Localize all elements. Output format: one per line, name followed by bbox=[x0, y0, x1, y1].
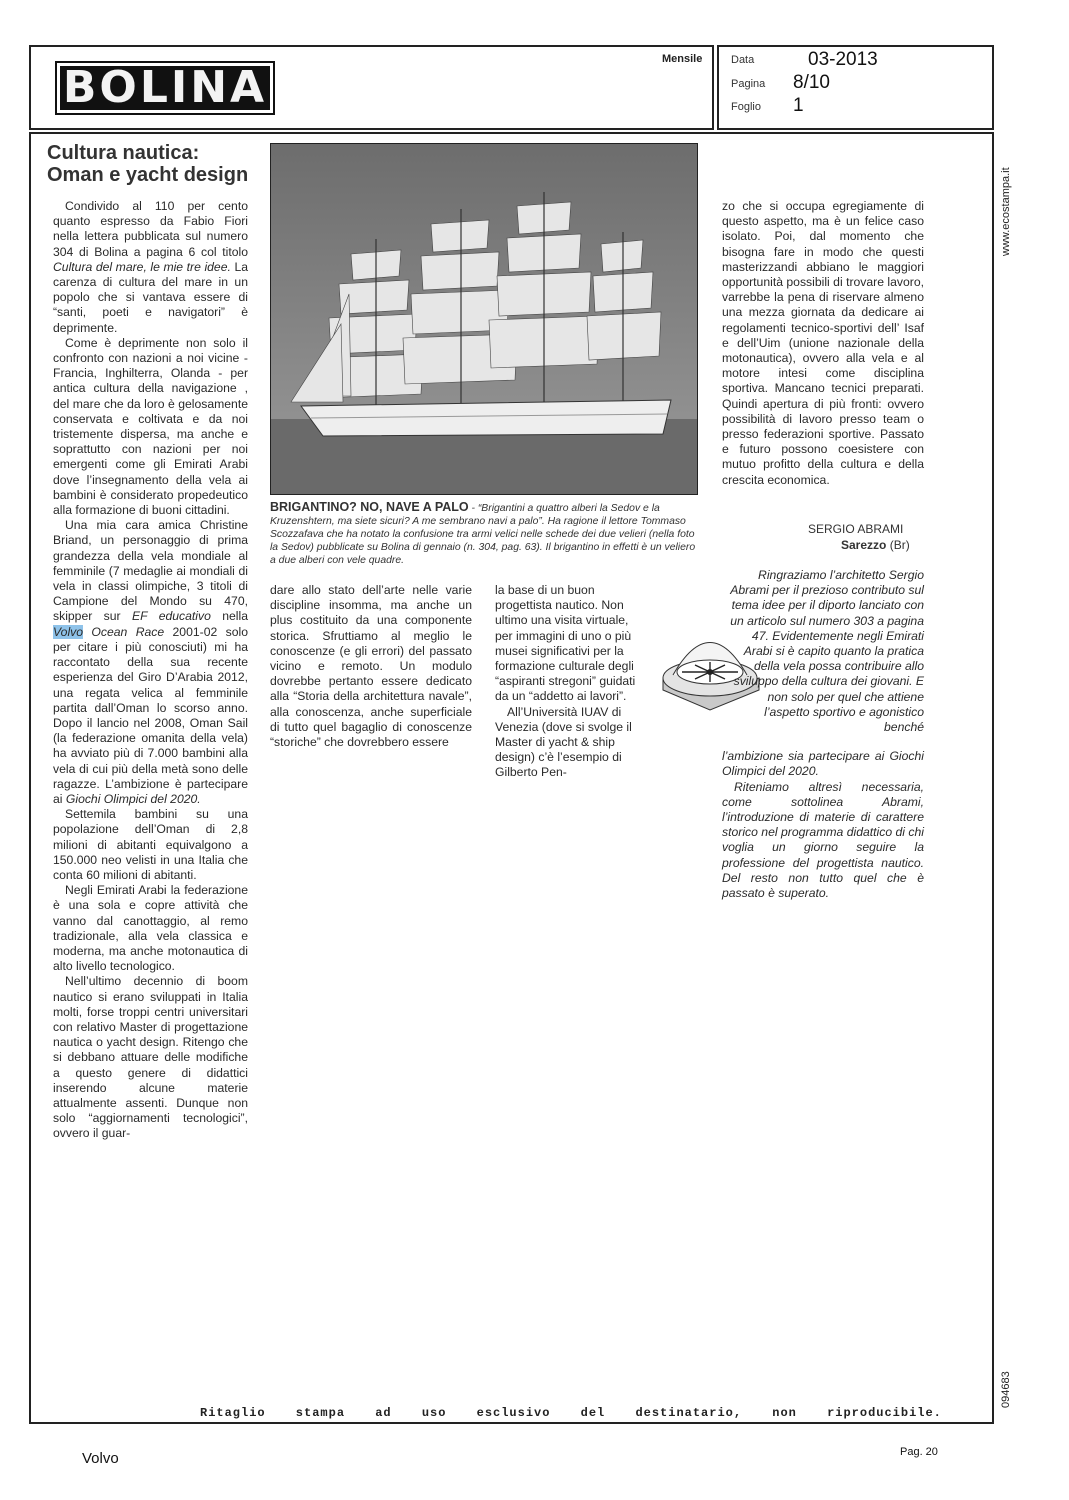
website-vertical: www.ecostampa.it bbox=[1000, 167, 1012, 256]
bolina-logo bbox=[55, 61, 275, 115]
meta-date-value: 03-2013 bbox=[808, 49, 878, 70]
photo-caption bbox=[270, 501, 700, 567]
col1-p3-ef: EF educativo bbox=[131, 609, 211, 624]
signature-city: Sarezzo bbox=[841, 538, 887, 552]
meta-sheet-value: 1 bbox=[793, 95, 804, 116]
keyword-label: Volvo bbox=[82, 1450, 119, 1467]
col3-text-a: la base di un buon progettista nautico. Non ultimo una visita virtuale, per immagini di uno o più musei significativi per la formazione culturale degli “aspiranti stregoni” guidati da un “addetto ai lavori”. bbox=[495, 583, 636, 704]
meta-date-label: Data bbox=[731, 54, 755, 66]
col3-text-b: All’Università IUAV di Venezia (dove si svolge il Master di yacht & ship design) c’è l’esempio di Gilberto Pen- bbox=[495, 704, 632, 780]
col1-paragraph-5: Negli Emirati Arabi la federazione è una sola e copre attività che vanno dal canottaggio, al remo tradizionale, alla vela classica e moderna, ma anche motonautica di alto livello tecnologico. bbox=[53, 883, 248, 974]
col1-p1-title: Cultura del mare, le mie tre idee. bbox=[53, 259, 231, 274]
col1-p1-text: Condivido al 110 per cento quanto espresso da Fabio Fiori nella lettera pubblicata sul numero 304 di Bolina a pagina 6 col titolo bbox=[53, 199, 248, 259]
reply-paragraph-1 bbox=[722, 568, 924, 735]
signature-location bbox=[841, 538, 910, 552]
article-headline bbox=[47, 142, 267, 186]
col1-p3-a: Una mia cara amica Christine Briand, un personaggio di prima grandezza della vela mondiale al femminile (7 medaglie ai mondiali di vela in classi olimpiche, 3 titoli di Campione del Mondo su 470, skipper sur bbox=[53, 518, 248, 624]
reply-paragraph-3: Riteniamo altresì necessaria, come sottolinea Abrami, l’introduzione di materie di carattere storico nel programma didattico di chi voglia un giorno seguire la professione del progettista nautico. Del resto non tutto quel che è passato è superato. bbox=[722, 779, 924, 901]
ship-photo bbox=[270, 143, 698, 495]
ship-illustration bbox=[271, 144, 697, 494]
reply-1-text: Ringraziamo l’architetto Sergio Abrami per il prezioso contributo sul tema idee per il diporto lanciato con un articolo sul numero 303 a pagina 47. Evidentemente negli Emirati Arabi si è capito quanto la pratica della vela possa contribuire allo sviluppo della cultura dei giovani. E non solo per quel che attiene l’aspetto sportivo e agonistico benché bbox=[730, 568, 924, 735]
editor-reply bbox=[722, 568, 924, 901]
signature-name: SERGIO ABRAMI bbox=[808, 522, 904, 536]
col1-p3-b: nella bbox=[210, 609, 248, 624]
col2-text: dare allo stato dell’arte nelle varie discipline insomma, ma anche un plus costituito da una componente storica. Sfruttiamo al meglio le conoscenze (e gli errori) del passato vicino e remoto. Un modulo dovrebbe pertanto essere dedicato alla “Storia della architettura navale”, alla conoscenza, anche superficiale di tutto quel bagaglio di conoscenze “storiche” che dovrebbero essere bbox=[270, 583, 472, 750]
headline-line-2: Oman e yacht design bbox=[47, 164, 249, 186]
col1-paragraph-2: Come è deprimente non solo il confronto con nazioni a noi vicine - Francia, Inghilterra, Olanda - per antica cultura della navigazione , del mare che da loro è gelosamente conservata e coltivata e da noi tristemente dispersa, ma anche e soprattutto con nazioni per noi emergenti come gli Emirati Arabi dove l’insegnamento della vela ai bambini è considerato propedeutico alla formazione di buoni cittadini. bbox=[53, 335, 248, 518]
article-column-2 bbox=[270, 583, 472, 750]
col1-p1-rest: La carenza di cultura del mare in un popolo che si vantava essere di “santi, poeti e navigatori” è deprimente. bbox=[53, 259, 248, 335]
caption-body: - “Brigantini a quattro alberi la Sedov e la Kruzenshtern, ma siete sicuri? A me sembrano navi a palo”. Ha ragione il lettore Tommaso Scozzafava che ha notato la confusione tra armi velici nelle schede dei due velieri (nella foto la Sedov) pubblicate su Bolina di gennaio (n. 304, pag. 63). Il brigantino in effetti è un veliero a due alberi con vele quadre. bbox=[270, 503, 696, 566]
col1-paragraph-4: Settemila bambini su una popolazione dell’Oman di 2,8 milioni di abitanti equivalgono a 150.000 neo velisti in una Italia che conta 60 milioni di abitanti. bbox=[53, 807, 248, 882]
col1-p3-race: Ocean Race bbox=[83, 624, 165, 639]
logo-text: BOLINA bbox=[62, 62, 268, 113]
col1-paragraph-1 bbox=[53, 199, 248, 336]
page-number: Pag. 20 bbox=[900, 1446, 938, 1458]
col1-paragraph-6: Nell’ultimo decennio di boom nautico si erano sviluppati in Italia molti, forse troppi centri universitari con relativo Master di progettazione nautica o yacht design. Ritengo che si debbano attuare delle modifiche a questo genere di didattici inserendo alcune materie attualmente assenti. Dunque non solo “aggiornamenti tecnologici”, ovvero il guar- bbox=[53, 974, 248, 1141]
headline-line-1: Cultura nautica: bbox=[47, 142, 200, 164]
frequency-label: Mensile bbox=[662, 53, 703, 65]
reply-paragraph-2: l’ambizione sia partecipare ai Giochi Olimpici del 2020. bbox=[722, 749, 924, 779]
article-column-4 bbox=[722, 199, 924, 488]
signature-province: (Br) bbox=[886, 538, 910, 552]
meta-page-value: 8/10 bbox=[793, 72, 830, 93]
col4-text: zo che si occupa egregiamente di questo aspetto, ma è un felice caso isolato. Poi, dal momento che bisogna fare in modo che questi masterizzandi abbiano le maggiori opportunità possibili di trovare lavoro, varrebbe la pena di riservare almeno una mezza giornata da dedicare ai regolamenti tecnico-sportivi dell’ Isaf e dell’Uim (unione nazionale della motonautica), ovvero alla vela e al motore intesi come disciplina sportiva. Mancano tecnici preparati. Quindi apertura di più fronti: ovvero possibilità di lavoro presso team o presso federazioni sportive. Passato e futuro possono coesistere con mutuo profitto della cultura e della crescita economica. bbox=[722, 199, 924, 487]
col1-paragraph-3 bbox=[53, 518, 248, 807]
highlighted-keyword: Volvo bbox=[53, 624, 84, 639]
code-vertical: 094683 bbox=[1000, 1371, 1012, 1408]
col1-p3-c: 2001-02 solo per citare i più conosciuti) mi ha raccontato della sua recente esperienza del Giro D’Arabia 2012, una regata velica al femminile partita dall’Oman lo scorso anno. Dopo il lancio nel 2008, Oman Sail (la federazione omanita della vela) ha avviato più di 7.000 bambini alla vela di cui più della metà sono delle ragazze. L’ambizione è partecipare ai bbox=[53, 624, 248, 806]
caption-title: BRIGANTINO? NO, NAVE A PALO bbox=[270, 500, 469, 514]
meta-sheet-label: Foglio bbox=[731, 101, 761, 113]
col1-p3-games: Giochi Olimpici del 2020. bbox=[65, 791, 201, 806]
article-column-1 bbox=[53, 199, 248, 1142]
meta-page-label: Pagina bbox=[731, 78, 766, 90]
footer-notice: Ritaglio stampa ad uso esclusivo del destinatario, non riproducibile. bbox=[200, 1406, 942, 1420]
